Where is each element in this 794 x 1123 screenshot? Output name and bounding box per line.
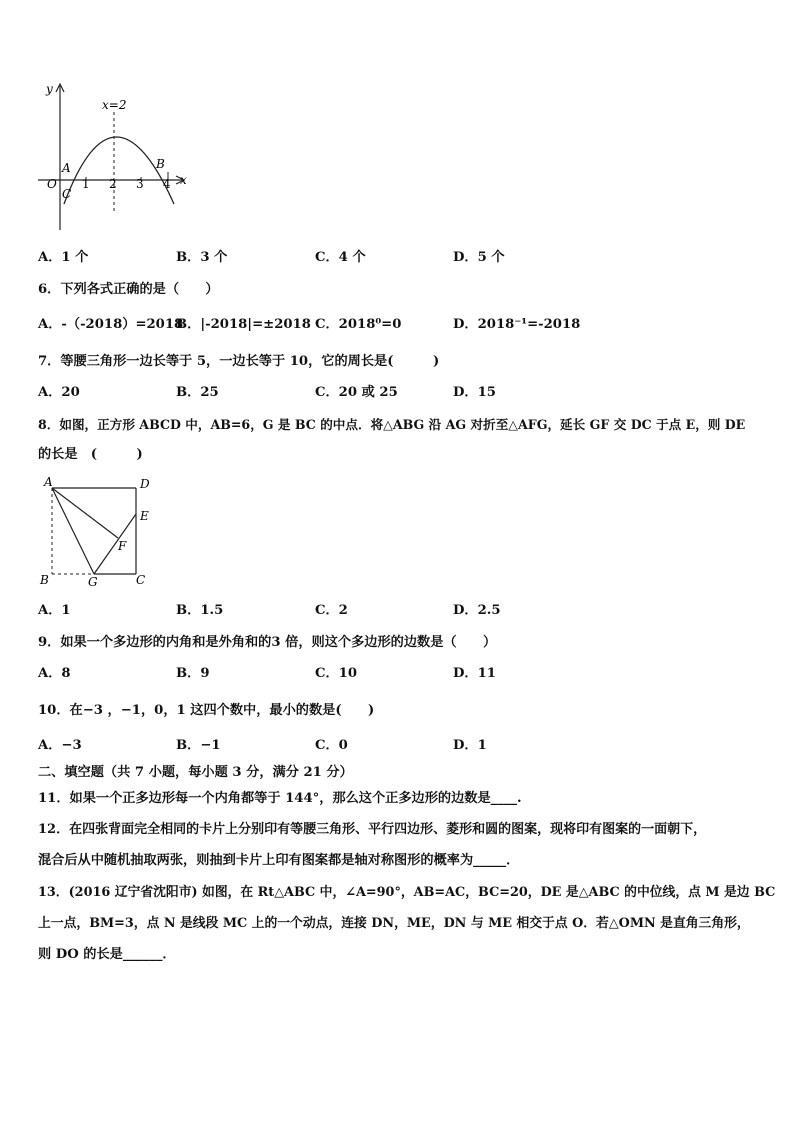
- q5-option-b: B．3 个: [176, 250, 228, 265]
- y-axis-label: y: [46, 82, 53, 96]
- x-axis-label: x: [180, 173, 187, 187]
- q6-option-a: A．-（-2018）=2018: [38, 317, 184, 332]
- q7-stem: 7．等腰三角形一边长等于 5，一边长等于 10，它的周长是( ): [38, 354, 440, 369]
- q10-option-d: D．1: [453, 738, 487, 753]
- q7-option-d: D．15: [453, 385, 496, 400]
- origin-label: O: [47, 177, 57, 191]
- label-g: G: [88, 575, 98, 589]
- line-label: x=2: [102, 98, 127, 112]
- parabola-graph-figure: [30, 80, 200, 240]
- tick-label-4: 4: [163, 177, 171, 191]
- tick-label-2: 2: [109, 177, 117, 191]
- q6-option-c: C．2018⁰=0: [315, 317, 402, 332]
- q10-stem: 10．在−3 ，−1，0，1 这四个数中，最小的数是( ): [38, 703, 375, 718]
- q8-stem-line2: 的长是 ( ): [38, 447, 143, 462]
- q9-option-c: C．10: [315, 666, 358, 681]
- q7-option-a: A．20: [38, 385, 80, 400]
- q5-option-c: C．4 个: [315, 250, 366, 265]
- tick-label-1: 1: [82, 177, 90, 191]
- label-b: B: [40, 573, 49, 587]
- segment-ge: [94, 514, 136, 574]
- point-c-label: C: [62, 187, 72, 201]
- q9-option-b: B．9: [176, 666, 210, 681]
- point-b-label: B: [156, 157, 165, 171]
- q12-line1: 12．在四张背面完全相同的卡片上分别印有等腰三角形、平行四边形、菱形和圆的图案，现将印有图案的一面朝下，: [38, 822, 707, 837]
- q5-option-d: D．5 个: [453, 250, 505, 265]
- q10-option-b: B．−1: [176, 738, 221, 753]
- q7-option-c: C．20 或 25: [315, 385, 398, 400]
- q9-option-d: D．11: [453, 666, 496, 681]
- q8-option-c: C．2: [315, 603, 348, 618]
- q6-option-b: B．|-2018|=±2018: [176, 317, 311, 332]
- q8-option-a: A．1: [38, 603, 71, 618]
- q10-option-c: C．0: [315, 738, 348, 753]
- q8-option-b: B．1.5: [176, 603, 224, 618]
- square-fold-figure: [36, 474, 160, 590]
- section2-heading: 二、填空题（共 7 小题，每小题 3 分，满分 21 分）: [38, 765, 353, 780]
- q8-option-d: D．2.5: [453, 603, 501, 618]
- q13-line1: 13．(2016 辽宁省沈阳市) 如图，在 Rt△ABC 中，∠A=90°，AB=AC，BC=20，DE 是△ABC 的中位线，点 M 是边 BC: [38, 885, 776, 900]
- segment-ag: [52, 488, 94, 574]
- label-e: E: [140, 509, 149, 523]
- q7-option-b: B．25: [176, 385, 219, 400]
- q11-stem: 11．如果一个正多边形每一个内角都等于 144°，那么这个正多边形的边数是____.: [38, 791, 522, 806]
- segment-af: [52, 488, 118, 538]
- label-a: A: [44, 475, 53, 489]
- q6-option-d: D．2018⁻¹=-2018: [453, 317, 581, 332]
- label-c: C: [136, 573, 146, 587]
- q5-option-a: A．1 个: [38, 250, 89, 265]
- point-a-label: A: [62, 161, 71, 175]
- q9-stem: 9．如果一个多边形的内角和是外角和的3 倍，则这个多边形的边数是（ ）: [38, 635, 497, 650]
- q8-stem-line1: 8．如图，正方形 ABCD 中，AB=6，G 是 BC 的中点．将△ABG 沿 AG 对折至△AFG，延长 GF 交 DC 于点 E，则 DE: [38, 417, 746, 432]
- q13-line3: 则 DO 的长是______．: [38, 947, 176, 962]
- q6-stem: 6．下列各式正确的是（ ）: [38, 282, 219, 297]
- q9-option-a: A．8: [38, 666, 71, 681]
- q10-option-a: A．−3: [38, 738, 82, 753]
- label-d: D: [140, 477, 150, 491]
- tick-label-3: 3: [136, 177, 144, 191]
- q12-line2: 混合后从中随机抽取两张，则抽到卡片上印有图案都是轴对称图形的概率为_____．: [38, 853, 520, 868]
- label-f: F: [118, 539, 127, 553]
- q13-line2: 上一点，BM=3，点 N 是线段 MC 上的一个动点，连接 DN，ME，DN 与 ME 相交于点 O．若△OMN 是直角三角形，: [38, 916, 750, 931]
